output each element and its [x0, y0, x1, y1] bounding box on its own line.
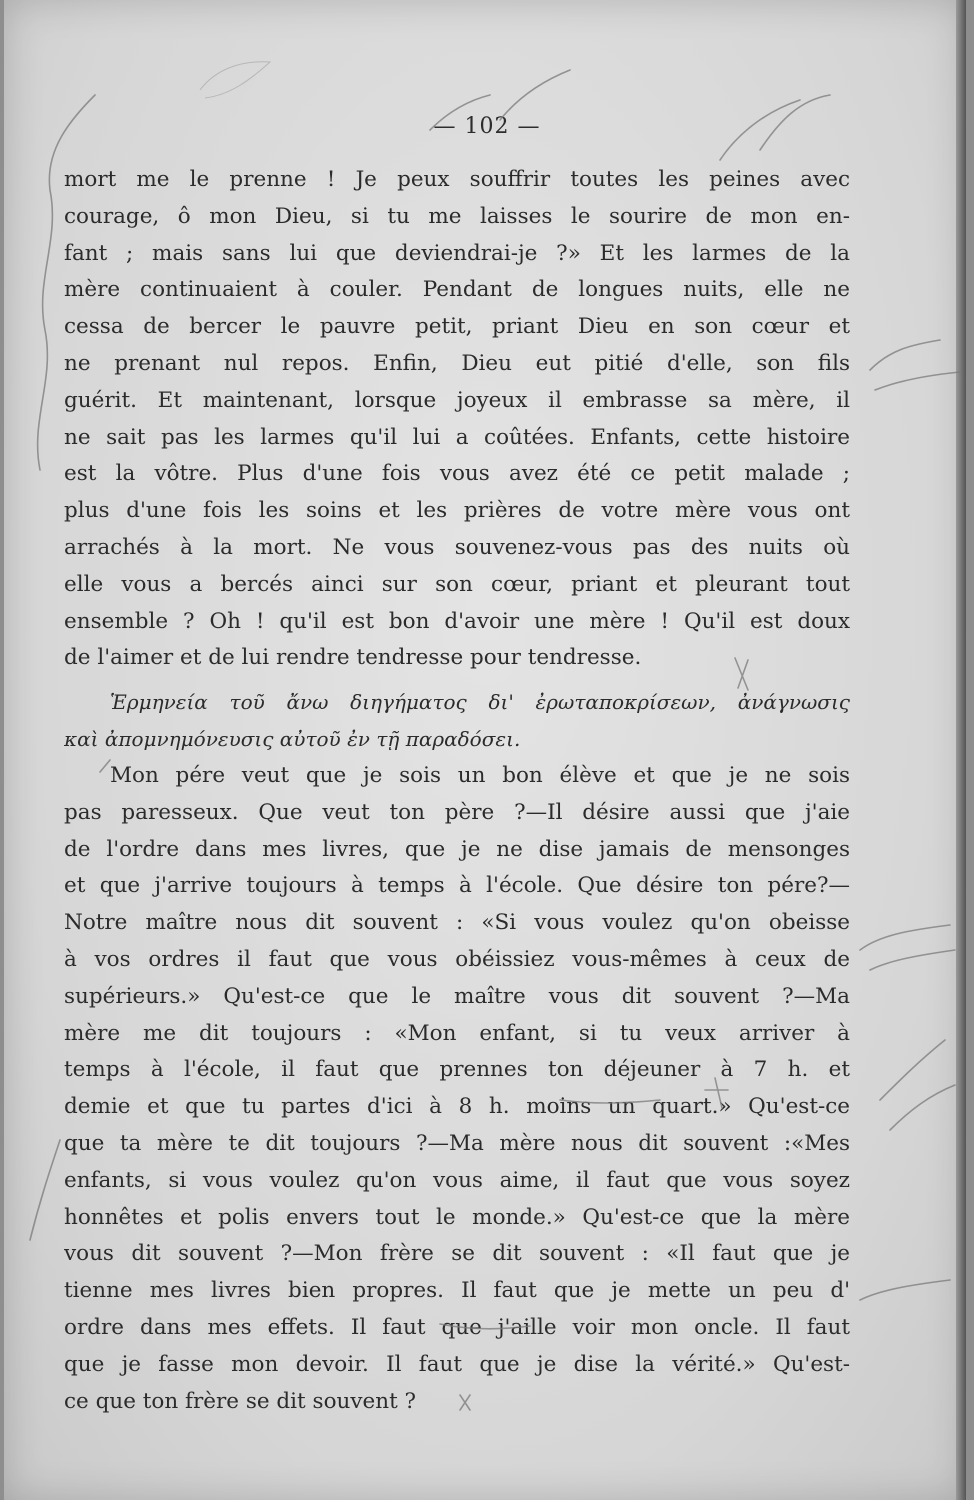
- text-line: vous dit souvent ?—Mon frère se dit souvent : «Il faut que je: [64, 1241, 850, 1267]
- scribble-top: [430, 70, 570, 130]
- text-line: pas paresseux. Que veut ton père ?—Il désire aussi que j'aie: [64, 799, 850, 825]
- greek-line: Ἑρμηνεία τοῦ ἄνω διηγήματος δι' ἐρωταποκρίσεων, ἀνάγνωσις: [110, 690, 850, 714]
- tick-mark: [735, 658, 748, 690]
- text-line: cessa de bercer le pauvre petit, priant Dieu en son cœur et: [64, 314, 850, 340]
- text-line: arrachés à la mort. Ne vous souvenez-vous pas des nuits où: [64, 534, 850, 560]
- text-line: demie et que tu partes d'ici à 8 h. moins un quart.» Qu'est-ce: [64, 1094, 850, 1120]
- text-line: elle vous a bercés ainci sur son cœur, priant et pleurant tout: [64, 571, 850, 597]
- scribble-right-1: [870, 340, 960, 390]
- underline-mark-2: [560, 1100, 660, 1103]
- text-line: que ta mère te dit toujours ?—Ma mère nous dit souvent :«Mes: [64, 1130, 850, 1156]
- text-line: et que j'arrive toujours à temps à l'école. Que désire ton pére?—: [64, 873, 850, 899]
- text-line: ne sait pas les larmes qu'il lui a coûtées. Enfants, cette histoire: [64, 424, 850, 450]
- greek-line: καὶ ἀπομνημόνευσις αὐτοῦ ἐν τῇ παραδόσει.: [64, 726, 521, 751]
- cross-mark-end: [460, 1395, 470, 1410]
- text-line: courage, ô mon Dieu, si tu me laisses le sourire de mon en-: [64, 203, 850, 229]
- scribble-left-bottom: [30, 1140, 60, 1240]
- margin-scribble-left: [38, 95, 95, 470]
- scribble-right-2: [860, 925, 955, 970]
- text-line: Notre maître nous dit souvent : «Si vous voulez qu'on obeisse: [64, 910, 850, 936]
- text-line: Mon pére veut que je sois un bon élève et que je ne sois: [110, 763, 850, 788]
- scribble-right-4: [860, 1280, 950, 1300]
- text-line: fant ; mais sans lui que deviendrai-je ?» Et les larmes de la: [64, 240, 850, 266]
- text-line: enfants, si vous voulez qu'on vous aime, il faut que vous soyez: [64, 1167, 850, 1193]
- scribble-right-3: [880, 1040, 955, 1130]
- slash-mark: [100, 760, 110, 772]
- text-line: honnêtes et polis envers tout le monde.» Qu'est-ce que la mère: [64, 1204, 850, 1230]
- text-line: guérit. Et maintenant, lorsque joyeux il embrasse sa mère, il: [64, 387, 850, 413]
- text-line: supérieurs.» Qu'est-ce que le maître vous dit souvent ?—Ma: [64, 983, 850, 1009]
- text-line: mère continuaient à couler. Pendant de longues nuits, elle ne: [64, 277, 850, 303]
- cross-mark: [705, 1078, 728, 1108]
- text-line: est la vôtre. Plus d'une fois vous avez été ce petit malade ;: [64, 461, 850, 487]
- text-line: que je fasse mon devoir. Il faut que je dise la vérité.» Qu'est-: [64, 1351, 850, 1377]
- text-line: plus d'une fois les soins et les prières de votre mère vous ont: [64, 498, 850, 524]
- page-number: — 102 —: [433, 114, 541, 139]
- scribble-top-right: [720, 95, 830, 160]
- text-line: de l'aimer et de lui rendre tendresse pour tendresse.: [64, 645, 642, 671]
- text-line: mort me le prenne ! Je peux souffrir toutes les peines avec: [64, 167, 850, 192]
- text-line: ce que ton frère se dit souvent ?: [64, 1388, 417, 1414]
- smudge-mark: [200, 62, 270, 98]
- text-line: à vos ordres il faut que vous obéissiez vous-mêmes à ceux de: [64, 946, 850, 972]
- text-line: tienne mes livres bien propres. Il faut que je mette un peu d': [64, 1278, 850, 1304]
- text-line: mère me dit toujours : «Mon enfant, si tu veux arriver à: [64, 1020, 850, 1046]
- text-line: de l'ordre dans mes livres, que je ne dise jamais de mensonges: [64, 836, 850, 862]
- underline-mark: [440, 1324, 530, 1329]
- text-line: temps à l'école, il faut que prennes ton déjeuner à 7 h. et: [64, 1057, 850, 1083]
- text-line: ordre dans mes effets. Il faut que j'aille voir mon oncle. Il faut: [64, 1314, 850, 1340]
- text-line: ne prenant nul repos. Enfin, Dieu eut pitié d'elle, son fils: [64, 350, 850, 376]
- text-line: ensemble ? Oh ! qu'il est bon d'avoir une mère ! Qu'il est doux: [64, 608, 850, 634]
